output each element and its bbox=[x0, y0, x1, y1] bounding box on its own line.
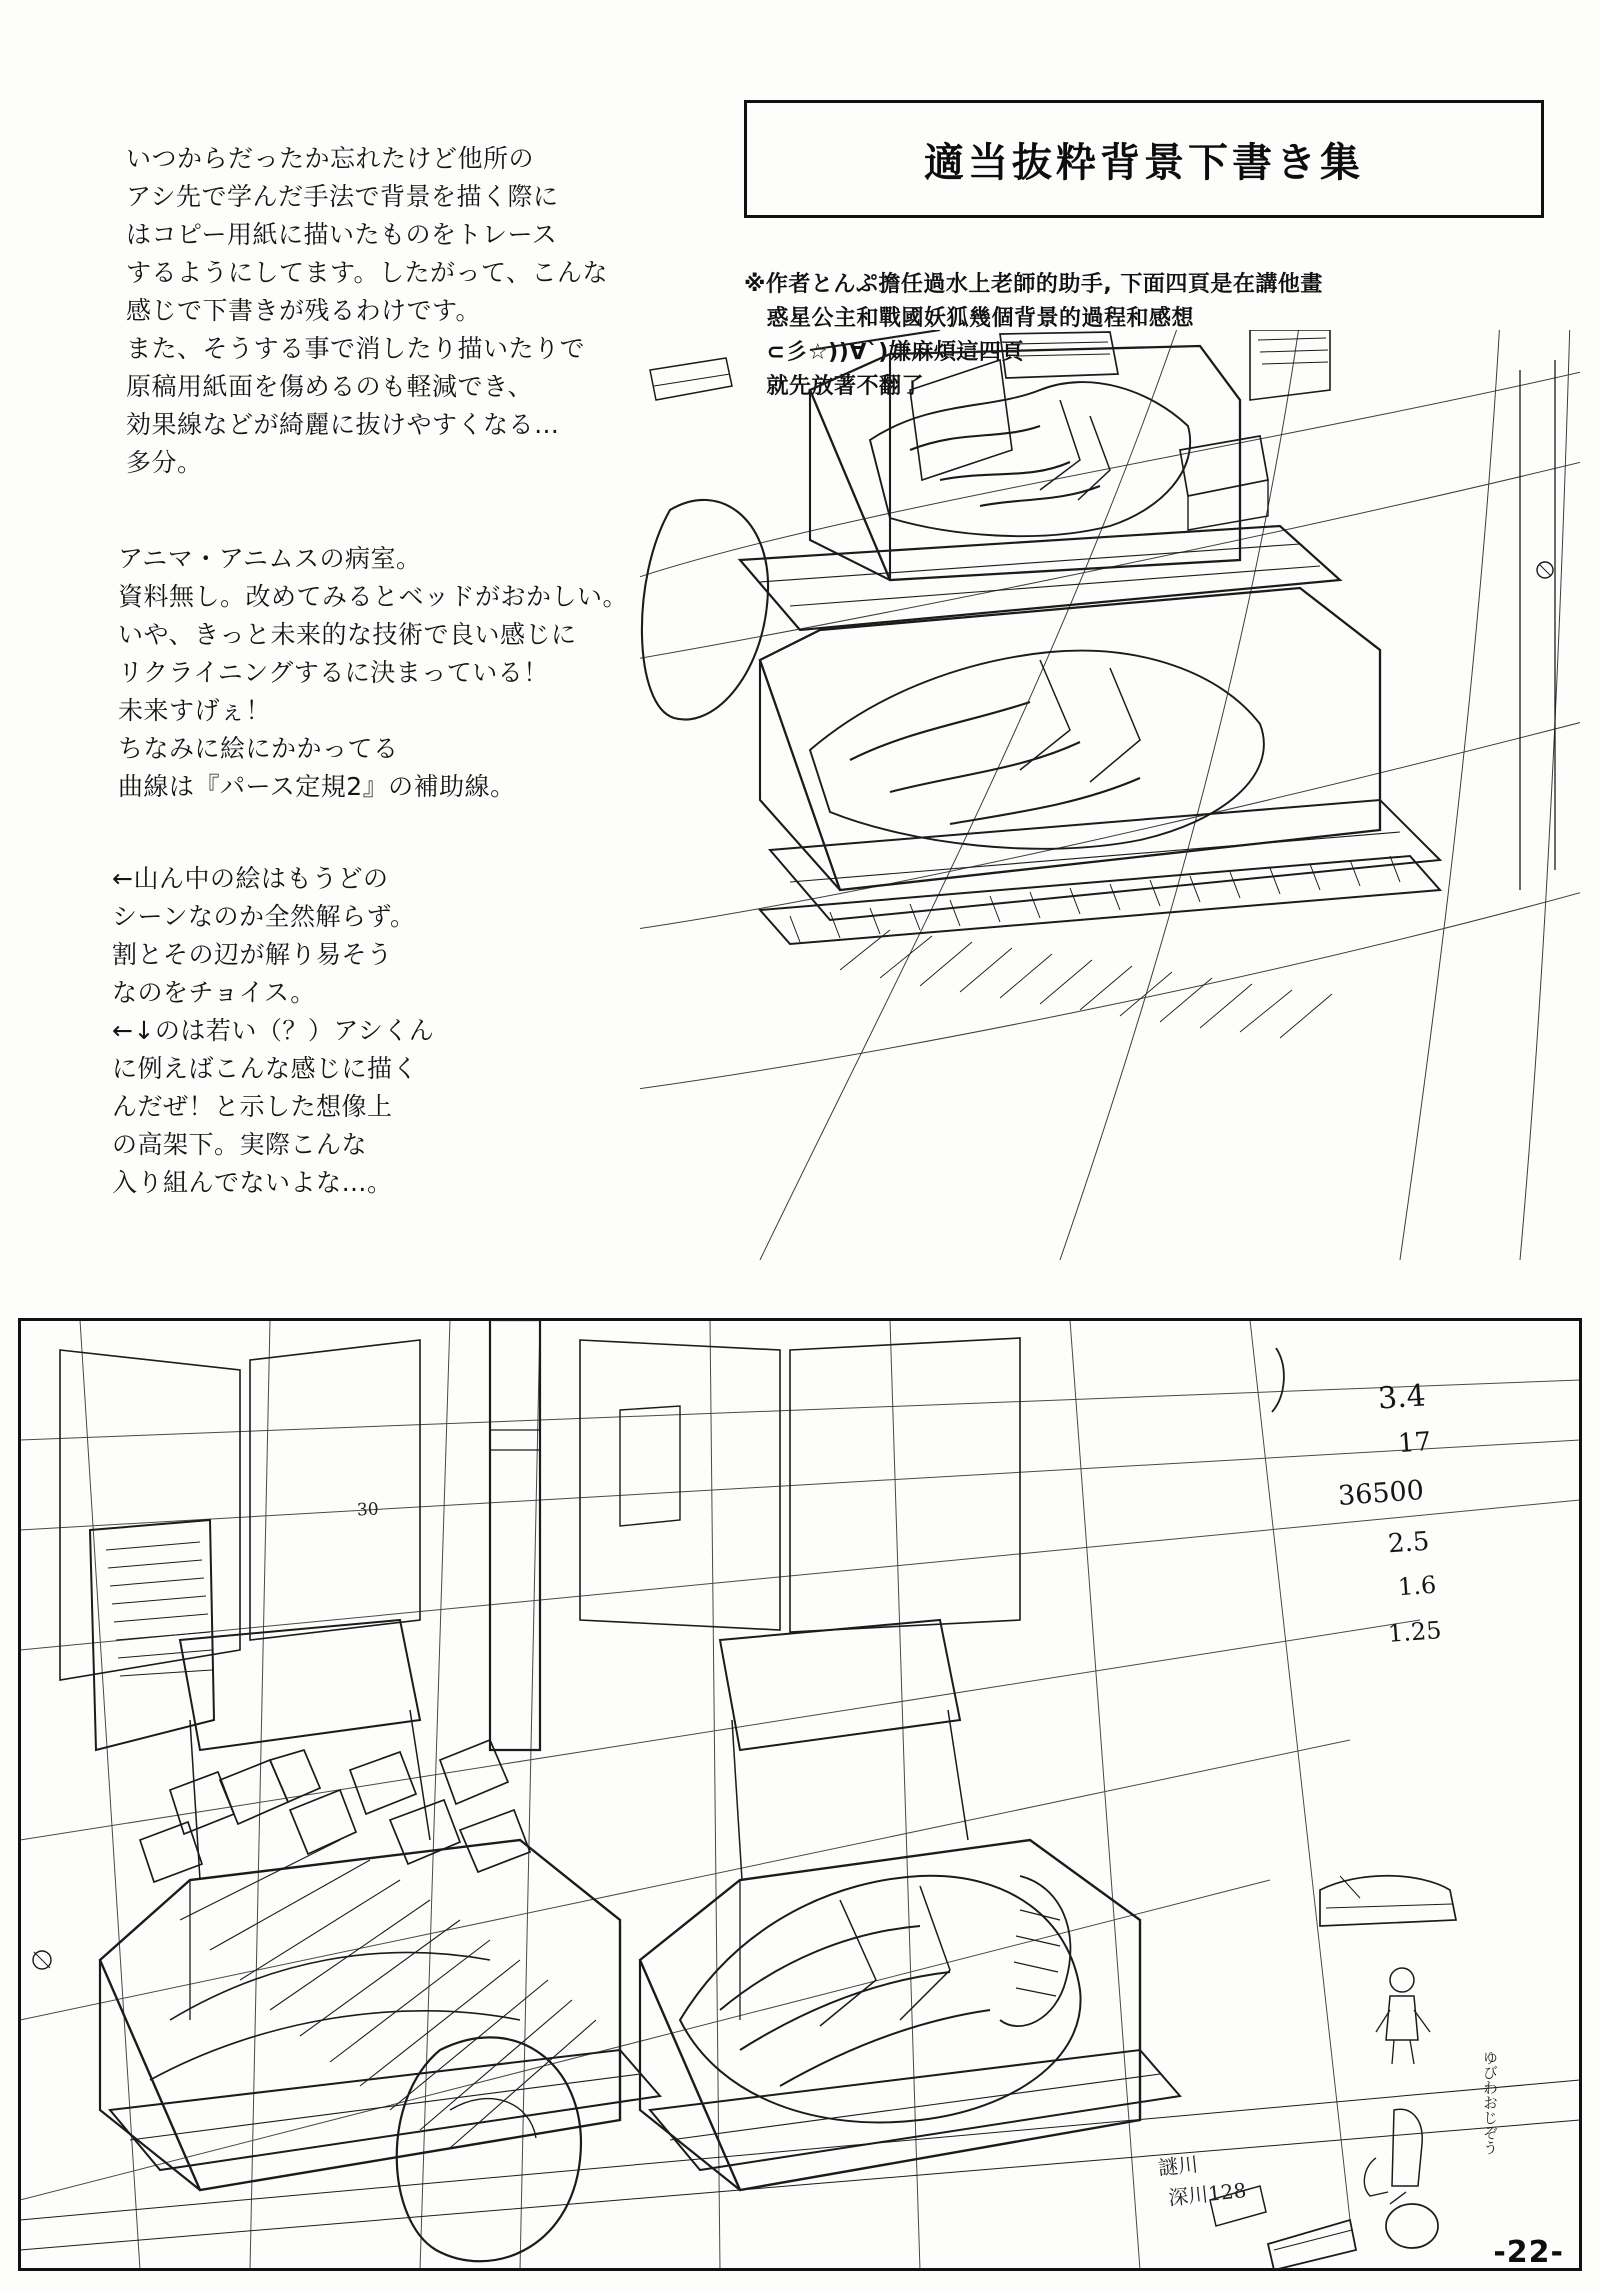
sketch-hospital-room bbox=[640, 330, 1580, 1260]
author-note-1-line-1: いつからだったか忘れたけど他所の bbox=[126, 144, 535, 173]
translator-note-line-3: ⊂彡☆))∀`)嫌麻煩這四頁 bbox=[744, 340, 1024, 366]
title-box bbox=[744, 100, 1544, 218]
author-note-3-line-9: 入り組んでないよな…。 bbox=[112, 1168, 393, 1197]
annotation-mark-signature-number: 深川128 bbox=[1167, 2177, 1248, 2211]
translator-note-line-1: ※作者とんぷ擔任過水上老師的助手, 下面四頁是在講他畫 bbox=[744, 272, 1323, 297]
annotation-number-4: 2.5 bbox=[1387, 1526, 1431, 1560]
annotation-number-2: 17 bbox=[1396, 1426, 1433, 1460]
twin-beds-linework bbox=[20, 1320, 1580, 2270]
author-note-1-line-9: 多分。 bbox=[126, 448, 203, 477]
author-note-1-line-6: また、そうする事で消したり描いたりで bbox=[126, 334, 586, 363]
author-note-block-1 bbox=[126, 140, 608, 482]
annotation-mark-30: 30 bbox=[356, 1499, 380, 1521]
hospital-room-linework bbox=[640, 330, 1580, 1260]
author-note-1-line-2: アシ先で学んだ手法で背景を描く際に bbox=[126, 182, 559, 211]
author-note-2-line-7: 曲線は『パース定規2』の補助線。 bbox=[118, 772, 516, 801]
translator-note-line-4: 就先放著不翻了 bbox=[744, 374, 925, 400]
annotation-number-6: 1.25 bbox=[1387, 1616, 1443, 1648]
annotation-number-1: 3.4 bbox=[1376, 1378, 1427, 1417]
author-note-3-line-5: ←↓のは若い（？）アシくん bbox=[112, 1016, 435, 1045]
author-note-1-line-5: 感じで下書きが残るわけです。 bbox=[126, 296, 482, 325]
author-note-block-3 bbox=[112, 860, 434, 1202]
author-note-1-line-8: 効果線などが綺麗に抜けやすくなる… bbox=[126, 410, 560, 439]
page-title: 適当抜粋背景下書き集 bbox=[924, 139, 1364, 186]
author-note-2-line-1: アニマ・アニムスの病室。 bbox=[118, 544, 422, 573]
author-note-1-line-4: するようにしてます。したがって、こんな bbox=[126, 258, 609, 287]
author-note-3-line-8: の高架下。実際こんな bbox=[112, 1130, 368, 1159]
author-note-3-line-3: 割とその辺が解り易そう bbox=[112, 940, 393, 969]
author-note-1-line-3: はコピー用紙に描いたものをトレース bbox=[126, 220, 558, 249]
sketch-twin-beds bbox=[20, 1320, 1580, 2270]
author-note-2-line-5: 未来すげぇ！ bbox=[118, 696, 272, 725]
author-note-3-line-7: んだぜ！と示した想像上 bbox=[112, 1092, 393, 1121]
annotation-mark-vertical: ゆびわおじぞう bbox=[1481, 2050, 1499, 2155]
author-note-2-line-6: ちなみに絵にかかってる bbox=[118, 734, 399, 763]
author-note-2-line-2: 資料無し。改めてみるとベッドがおかしい。 bbox=[118, 582, 629, 611]
annotation-number-5: 1.6 bbox=[1397, 1570, 1438, 1602]
author-note-3-line-2: シーンなのか全然解らず。 bbox=[112, 902, 416, 931]
author-note-1-line-7: 原稿用紙面を傷めるのも軽減でき、 bbox=[126, 372, 534, 401]
author-note-3-line-4: なのをチョイス。 bbox=[112, 978, 316, 1007]
author-note-3-line-6: に例えばこんな感じに描く bbox=[112, 1054, 419, 1083]
annotation-mark-signature: 謎川 bbox=[1157, 2151, 1200, 2181]
author-note-3-line-1: ←山ん中の絵はもうどの bbox=[112, 864, 389, 893]
author-note-block-2 bbox=[118, 540, 628, 806]
author-note-2-line-4: リクライニングするに決まっている！ bbox=[118, 658, 549, 687]
author-note-2-line-3: いや、きっと未来的な技術で良い感じに bbox=[118, 620, 577, 649]
page-number: -22- bbox=[1493, 2235, 1564, 2270]
annotation-number-3: 36500 bbox=[1337, 1475, 1425, 1512]
translator-note-line-2: 惑星公主和戰國妖狐幾個背景的過程和感想 bbox=[744, 306, 1195, 332]
